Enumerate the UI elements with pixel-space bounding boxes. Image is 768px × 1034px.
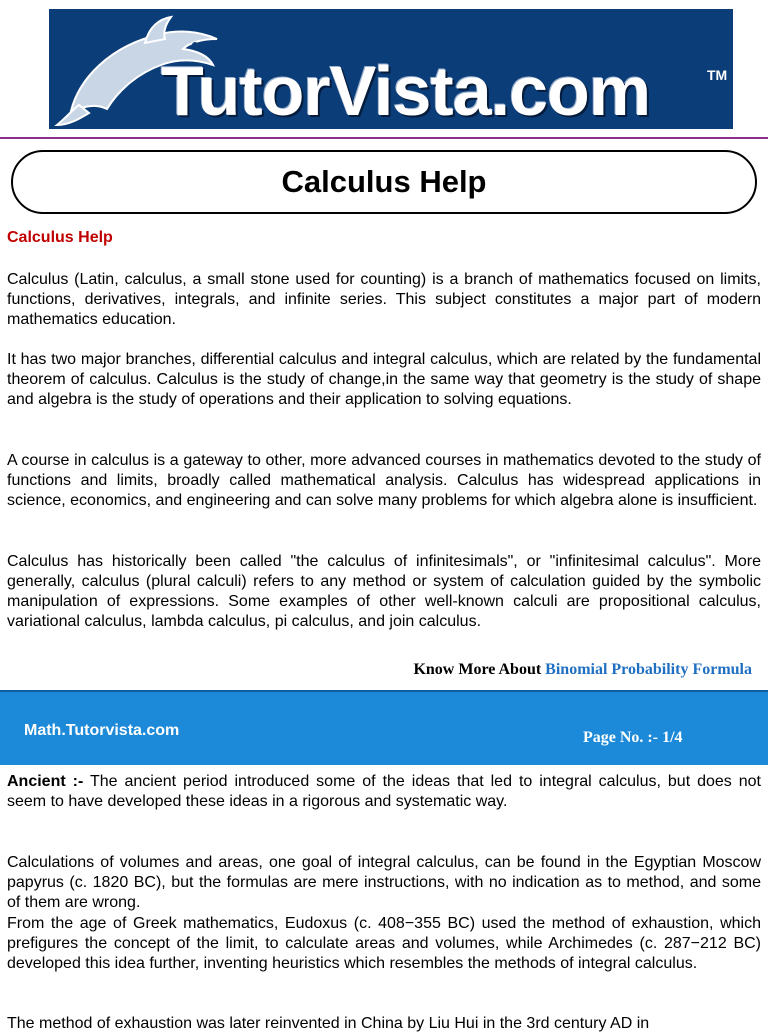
page-footer-bar: [0, 690, 768, 765]
site-name[interactable]: Math.Tutorvista.com: [24, 722, 180, 739]
tutorvista-logo: [49, 9, 733, 129]
page-title: Calculus Help: [281, 164, 487, 199]
paragraph-2: It has two major branches, differential calculus and integral calculus, which are related by the fundamental theorem of calculus. Calculus is the study of change,in the same way that geometry is the study of shape and algebra is the study of operations and their application to solving equations.: [7, 351, 761, 408]
paragraph-1: Calculus (Latin, calculus, a small stone used for counting) is a branch of mathematics focused on limits, functions, derivatives, integrals, and infinite series. This subject constitutes a major part of modern mathematics education.: [7, 271, 761, 328]
section-heading: Calculus Help: [7, 229, 113, 246]
header-divider: [0, 137, 768, 139]
page-number: Page No. :- 1/4: [583, 729, 683, 746]
paragraph-3: A course in calculus is a gateway to other, more advanced courses in mathematics devoted to the study of functions and limits, broadly called mathematical analysis. Calculus has widespread applications in science, economics, and engineering and can solve many problems for which algebra alone is insufficient.: [7, 452, 761, 509]
logo-trademark: TM: [707, 67, 728, 83]
paragraph-4: Calculus has historically been called "the calculus of infinitesimals", or "infinitesimal calculus". More generally, calculus (plural calculi) refers to any method or system of calculation guided by the symbolic manipulation of expressions. Some examples of other well-known calculi are propositional calculus, variational calculus, lambda calculus, pi calculus, and join calculus.: [7, 553, 761, 630]
ancient-label: Ancient :-: [7, 773, 84, 790]
paragraph-7: The method of exhaustion was later reinvented in China by Liu Hui in the 3rd century AD in: [7, 1015, 650, 1032]
title-box: [11, 150, 757, 214]
paragraph-6: From the age of Greek mathematics, Eudoxus (c. 408−355 BC) used the method of exhaustion, which prefigures the concept of the limit, to calculate areas and volumes, while Archimedes (c. 287−212 BC) developed this idea further, inventing heuristics which resembles the methods of integral calculus.: [7, 915, 761, 972]
ancient-text: The ancient period introduced some of the ideas that led to integral calculus, but does not seem to have developed these ideas in a rigorous and systematic way.: [7, 773, 761, 810]
logo-wordmark: TutorVista.com: [161, 52, 651, 129]
binomial-probability-link[interactable]: Binomial Probability Formula: [545, 661, 752, 678]
know-more-prefix: Know More About: [413, 661, 546, 678]
paragraph-ancient: [7, 772, 761, 812]
know-more-line: [413, 661, 752, 679]
paragraph-5: Calculations of volumes and areas, one goal of integral calculus, can be found in the Egyptian Moscow papyrus (c. 1820 BC), but the formulas are mere instructions, with no indication as to method, and some of them are wrong.: [7, 854, 761, 911]
